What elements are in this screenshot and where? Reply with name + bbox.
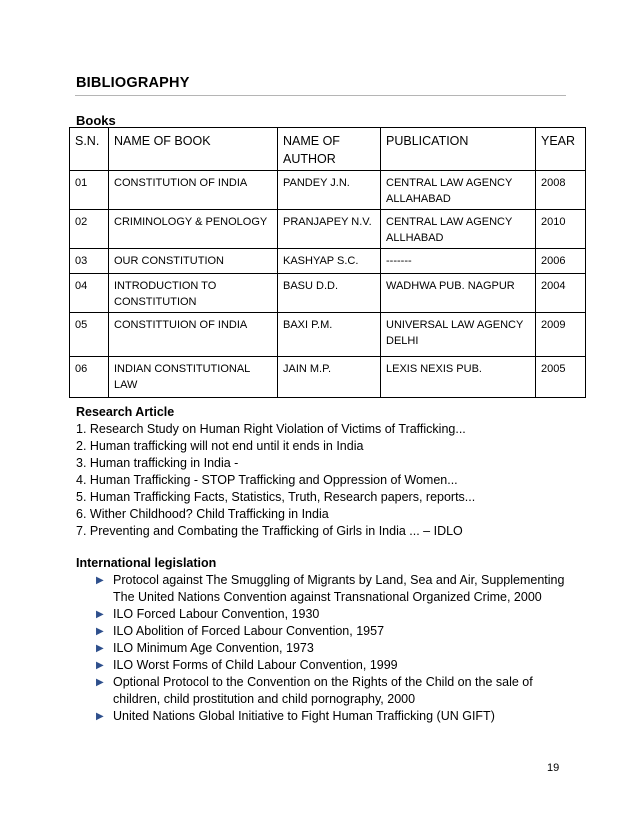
triangle-bullet-icon: ▶: [96, 609, 104, 620]
triangle-bullet-icon: ▶: [96, 660, 104, 671]
list-item: [96, 708, 576, 725]
cell-sn: 01: [70, 171, 109, 210]
cell-book: CONSTITTUION OF INDIA: [109, 313, 278, 357]
cell-year: 2006: [536, 249, 586, 274]
research-articles-list: [76, 421, 475, 540]
books-heading: Books: [76, 113, 116, 128]
cell-publication: -------: [381, 249, 536, 274]
list-item: [96, 623, 576, 640]
list-item: [96, 640, 576, 657]
table-row: [70, 274, 586, 313]
international-legislation-section: [76, 555, 576, 725]
list-item: [96, 674, 576, 708]
column-header-publication: PUBLICATION: [381, 128, 536, 171]
cell-year: 2005: [536, 357, 586, 398]
list-item-text: United Nations Global Initiative to Fight Human Trafficking (UN GIFT): [113, 709, 495, 723]
cell-year: 2009: [536, 313, 586, 357]
cell-author: BASU D.D.: [278, 274, 381, 313]
list-item: 6. Wither Childhood? Child Trafficking in India: [76, 507, 329, 521]
column-header-year: YEAR: [536, 128, 586, 171]
list-item-text: ILO Worst Forms of Child Labour Convention, 1999: [113, 658, 398, 672]
cell-publication: WADHWA PUB. NAGPUR: [381, 274, 536, 313]
list-item: 3. Human trafficking in India -: [76, 456, 239, 470]
cell-year: 2008: [536, 171, 586, 210]
international-legislation-list: [76, 572, 576, 725]
cell-author: PRANJAPEY N.V.: [278, 210, 381, 249]
cell-sn: 02: [70, 210, 109, 249]
triangle-bullet-icon: ▶: [96, 677, 104, 688]
triangle-bullet-icon: ▶: [96, 711, 104, 722]
cell-year: 2004: [536, 274, 586, 313]
cell-sn: 05: [70, 313, 109, 357]
research-articles-section: [76, 404, 475, 540]
triangle-bullet-icon: ▶: [96, 575, 104, 586]
table-row: [70, 249, 586, 274]
cell-sn: 03: [70, 249, 109, 274]
books-table: [69, 127, 586, 398]
table-header-row: [70, 128, 586, 171]
table-row: [70, 210, 586, 249]
research-articles-heading: Research Article: [76, 405, 175, 419]
list-item-text: Optional Protocol to the Convention on the Rights of the Child on the sale of children, child prostitution and child pornography, 2000: [113, 675, 533, 706]
cell-author: BAXI P.M.: [278, 313, 381, 357]
cell-sn: 04: [70, 274, 109, 313]
list-item: 2. Human trafficking will not end until it ends in India: [76, 439, 364, 453]
cell-sn: 06: [70, 357, 109, 398]
cell-publication: CENTRAL LAW AGENCY ALLHABAD: [381, 210, 536, 249]
table-row: [70, 171, 586, 210]
cell-book: INTRODUCTION TO CONSTITUTION: [109, 274, 278, 313]
list-item: [96, 572, 576, 606]
list-item-text: ILO Minimum Age Convention, 1973: [113, 641, 314, 655]
cell-publication: LEXIS NEXIS PUB.: [381, 357, 536, 398]
table-row: [70, 313, 586, 357]
column-header-author: NAME OF AUTHOR: [278, 128, 381, 171]
cell-author: JAIN M.P.: [278, 357, 381, 398]
cell-publication: UNIVERSAL LAW AGENCY DELHI: [381, 313, 536, 357]
list-item: [96, 657, 576, 674]
page-number: 19: [547, 762, 560, 774]
list-item-text: ILO Abolition of Forced Labour Convention, 1957: [113, 624, 385, 638]
list-item: 4. Human Trafficking - STOP Trafficking and Oppression of Women...: [76, 473, 458, 487]
cell-book: CONSTITUTION OF INDIA: [109, 171, 278, 210]
list-item: 7. Preventing and Combating the Trafficking of Girls in India ... – IDLO: [76, 524, 463, 538]
list-item-text: ILO Forced Labour Convention, 1930: [113, 607, 320, 621]
cell-book: CRIMINOLOGY & PENOLOGY: [109, 210, 278, 249]
triangle-bullet-icon: ▶: [96, 643, 104, 654]
column-header-book: NAME OF BOOK: [109, 128, 278, 171]
international-legislation-heading: International legislation: [76, 556, 217, 570]
list-item-text: Protocol against The Smuggling of Migrants by Land, Sea and Air, Supplementing The United Nations Convention against Transnational Organized Crime, 2000: [113, 573, 565, 604]
cell-author: KASHYAP S.C.: [278, 249, 381, 274]
table-row: [70, 357, 586, 398]
cell-publication: CENTRAL LAW AGENCY ALLAHABAD: [381, 171, 536, 210]
cell-book: INDIAN CONSTITUTIONAL LAW: [109, 357, 278, 398]
triangle-bullet-icon: ▶: [96, 626, 104, 637]
list-item: 5. Human Trafficking Facts, Statistics, Truth, Research papers, reports...: [76, 490, 476, 504]
cell-year: 2010: [536, 210, 586, 249]
list-item: [96, 606, 576, 623]
column-header-sn: S.N.: [70, 128, 109, 171]
cell-book: OUR CONSTITUTION: [109, 249, 278, 274]
list-item: 1. Research Study on Human Right Violation of Victims of Trafficking...: [76, 422, 466, 436]
cell-author: PANDEY J.N.: [278, 171, 381, 210]
title-divider: [75, 95, 566, 96]
page-title: BIBLIOGRAPHY: [76, 75, 190, 91]
